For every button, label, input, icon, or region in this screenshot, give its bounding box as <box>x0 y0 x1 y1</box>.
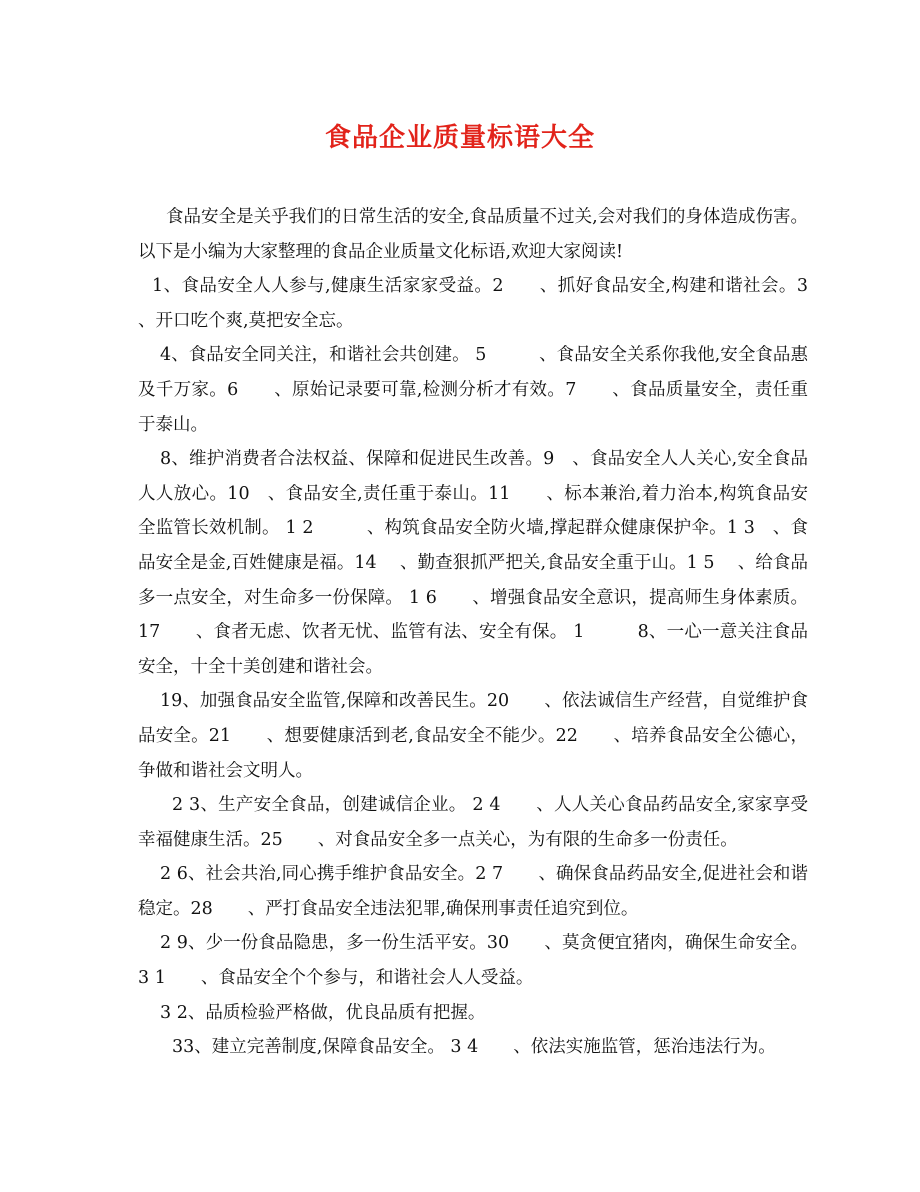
slogan-paragraph-3: 8、维护消费者合法权益、保障和促进民生改善。9 、食品安全人人关心,安全食品人人放心。10 、食品安全,责任重于泰山。11 、标本兼治,着力治本,构筑食品安全监管长效机制。 1 2 、构筑食品安全防火墙,撑起群众健康保护伞。1 3 、食品安全是金,百姓健康是福。14 、勤查狠抓严把关,食品安全重于山。1 5 、给食品多一点安全，对生命多一份保障。 1 6 、增强食品安全意识，提高师生身体素质。17 、食者无虑、饮者无忧、监管有法、安全有保。 1 8、一心一意关注食品安全，十全十美创建和谐社会。 <box>138 449 808 677</box>
document-title: 食品企业质量标语大全 <box>324 123 595 153</box>
slogan-paragraph-1: 1、食品安全人人参与,健康生活家家受益。2 、抓好食品安全,构建和谐社会。3 、开口吃个爽,莫把安全忘。 <box>138 276 843 331</box>
slogan-paragraph-8: 3 2、品质检验严格做，优良品质有把握。 <box>160 1002 486 1023</box>
intro-paragraph: 食品安全是关乎我们的日常生活的安全,食品质量不过关,会对我们的身体造成伤害。以下是小编为大家整理的食品企业质量文化标语,欢迎大家阅读! <box>138 207 808 262</box>
slogan-paragraph-9: 33、建立完善制度,保障食品安全。 3 4 、依法实施监管，惩治违法行为。 <box>172 1037 776 1058</box>
slogan-paragraph-6: 2 6、社会共治,同心携手维护食品安全。2 7 、确保食品药品安全,促进社会和谐稳定。28 、严打食品安全违法犯罪,确保刑事责任追究到位。 <box>138 864 808 919</box>
slogan-paragraph-5: 2 3、生产安全食品，创建诚信企业。 2 4 、人人关心食品药品安全,家家享受幸福健康生活。25 、对食品安全多一点关心，为有限的生命多一份责任。 <box>138 795 808 850</box>
slogan-paragraph-2: 4、食品安全同关注，和谐社会共创建。 5 、食品安全关系你我他,安全食品惠及千万家。6 、原始记录要可靠,检测分析才有效。7 、食品质量安全，责任重于泰山。 <box>138 345 808 435</box>
slogan-paragraph-7: 2 9、少一份食品隐患，多一份生活平安。30 、莫贪便宜猪肉，确保生命安全。3 1 、食品安全个个参与，和谐社会人人受益。 <box>138 933 808 989</box>
slogan-paragraph-4: 19、加强食品安全监管,保障和改善民生。20 、依法诚信生产经营，自觉维护食品安全。21 、想要健康活到老,食品安全不能少。22 、培养食品安全公德心，争做和谐社会文明人。 <box>138 691 808 781</box>
document-body <box>138 200 843 1065</box>
